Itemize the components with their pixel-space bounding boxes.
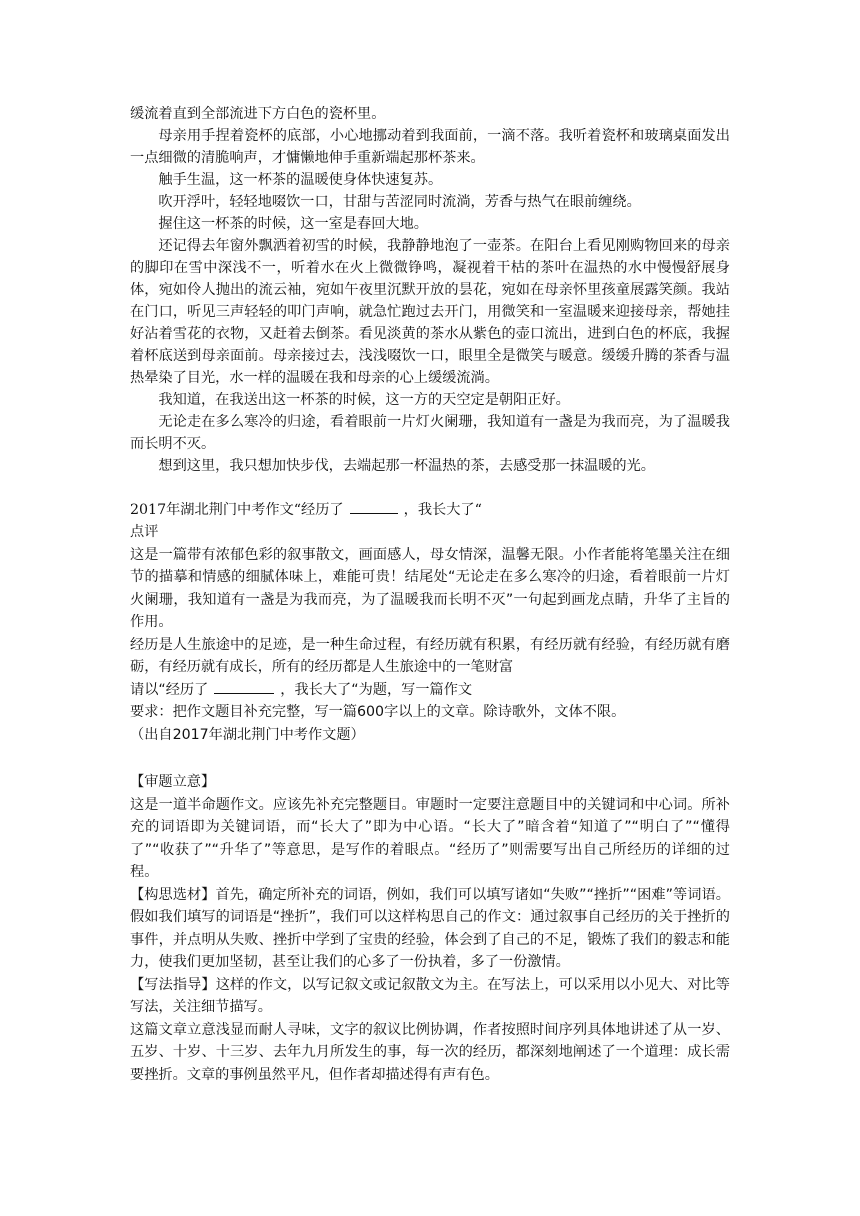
spacer [130,746,730,771]
prompt-task-before: 请以“经历了 [130,681,209,698]
source-line-before: 2017年湖北荆门中考作文“经历了 [130,502,344,518]
shenti-section [130,771,730,794]
essay-paragraph: 母亲用手捏着瓷杯的底部，小心地挪动着到我面前，一滴不落。我听着瓷杯和玻璃桌面发出一点细微的清脆响声，才慵懒地伸手重新端起那杯茶来。 [130,128,730,166]
gousi-text: 首先，确定所补充的词语，例如，我们可以填写诸如“失败”“挫折”“困难”等词语。假如我们填写的词语是“挫折”，我们可以这样构思自己的作文：通过叙事自己经历的关于挫折的事件，并点明从失败、挫折中学到了宝贵的经验，体会到了自己的不足，锻炼了我们的毅志和能力，使我们更加坚韧，甚至让我们的心多了一份执着，多了一份激情。 [130,886,730,970]
prompt-task [130,679,730,702]
xiefa-text: 这样的作文，以写记叙文或记叙散文为主。在写法上，可以采用以小见大、对比等写法，关注细节描写。 [130,976,730,1015]
essay-paragraph: 缓流着直到全部流进下方白色的瓷杯里。 [130,106,386,122]
comment-heading: 点评 [130,524,159,540]
document-body [130,103,730,1086]
summary-text: 这篇文章立意浅显而耐人寻味，文字的叙议比例协调，作者按照时间序列具体地讲述了从一岁、五岁、十岁、十三岁、去年九月所发生的事，每一次的经历，都深刻地阐述了一个道理：成长需要挫折。文章的事例虽然平凡，但作者却描述得有声有色。 [130,1021,730,1083]
source-line [130,499,730,521]
essay-paragraph: 吹开浮叶，轻轻地啜饮一口，甘甜与苦涩同时流淌，芳香与热气在眼前缠绕。 [158,194,641,210]
xiefa-label: 【写法指导】 [130,976,216,993]
xiefa-section [130,974,730,1019]
essay-paragraph: 触手生温，这一杯茶的温暖使身体快速复苏。 [158,172,443,188]
essay-paragraph: 我知道，在我送出这一杯茶的时候，这一方的天空定是朝阳正好。 [158,392,570,408]
essay-paragraph: 无论走在多么寒冷的归途，看着眼前一片灯火阑珊，我知道有一盏是为我而亮，为了温暖我而长明不灭。 [130,414,730,452]
comment-text: 这是一篇带有浓郁色彩的叙事散文，画面感人，母女情深，温馨无限。小作者能将笔墨关注在细节的描摹和情感的细腻体味上，难能可贵！结尾处“无论走在多么寒冷的归途，看着眼前一片灯火阑珊，我知道有一盏是为我而亮，为了温暖我而长明不灭”一句起到画龙点睛，升华了主旨的作用。 [130,546,730,630]
shenti-label: 【审题立意】 [130,774,216,790]
essay-paragraph: 握住这一杯茶的时候，这一室是春回大地。 [158,216,428,232]
gousi-label: 【构思选材】 [130,886,216,903]
prompt-requirement: 要求：把作文题目补充完整，写一篇600字以上的文章。除诗歌外，文体不限。 [130,704,626,720]
shenti-text: 这是一道半命题作文。应该先补充完整题目。审题时一定要注意题目中的关键词和中心词。所补充的词语即为关键词语，而“长大了”即为中心语。“长大了”暗含着“知道了”“明白了”“懂得了”“收获了”“升华了”等意思，是写作的着眼点。“经历了”则需要写出自己所经历的详细的过程。 [130,796,730,880]
source-line-after: ，我长大了“ [403,502,482,518]
fill-blank [214,679,274,694]
essay-paragraph: 还记得去年窗外飘洒着初雪的时候，我静静地泡了一壶茶。在阳台上看见刚购物回来的母亲的脚印在雪中深浅不一，听着水在火上微微铮鸣，凝视着干枯的茶叶在温热的水中慢慢舒展身体，宛如伶人抛出的流云袖，宛如午夜里沉默开放的昙花，宛如在母亲怀里孩童展露笑颜。我站在门口，听见三声轻轻的叩门声响，就急忙跑过去开门，用微笑和一室温暖来迎接母亲，帮她挂好沾着雪花的衣物，又赶着去倒茶。看见淡黄的茶水从紫色的壶口流出，进到白色的杯底，我握着杯底送到母亲面前。母亲接过去，浅浅啜饮一口，眼里全是微笑与暖意。缓缓升腾的茶香与温热晕染了目光，水一样的温暖在我和母亲的心上缓缓流淌。 [130,238,730,386]
spacer [130,477,730,499]
prompt-origin: （出自2017年湖北荆门中考作文题） [130,726,365,743]
essay-paragraph: 想到这里，我只想加快步伐，去端起那一杯温热的茶，去感受那一抹温暖的光。 [158,458,655,474]
prompt-task-after: ，我长大了“为题，写一篇作文 [280,681,473,698]
gousi-section [130,884,730,974]
fill-blank [350,499,398,514]
prompt-intro: 经历是人生旅途中的足迹，是一种生命过程，有经历就有积累，有经历就有经验，有经历就有磨砺，有经历就有成长，所有的经历都是人生旅途中的一笔财富 [130,636,730,675]
